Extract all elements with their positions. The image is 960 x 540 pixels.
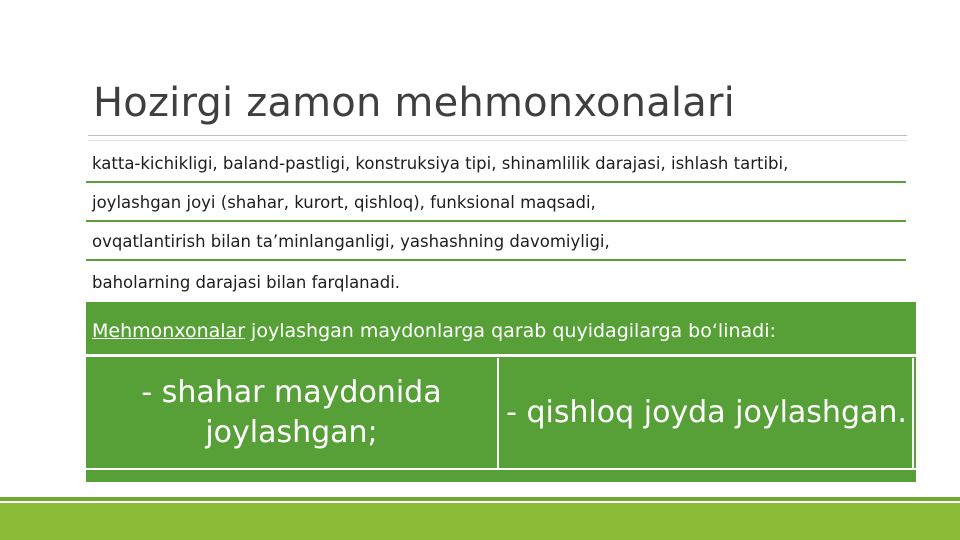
text-line-2 [86, 184, 906, 222]
category-rural-label: - qishloq joyda joylashgan. [506, 395, 907, 430]
text-line-3-content: ovqatlantirish bilan ta’minlanganligi, yashashning davomiyligi, [92, 232, 610, 251]
text-line-4-content: baholarning darajasi bilan farqlanadi. [92, 273, 401, 292]
classification-heading-subject: Mehmonxonalar [92, 320, 246, 342]
slide-title: Hozirgi zamon mehmonxonalari [93, 80, 735, 126]
category-rural [501, 358, 914, 468]
title-underline [88, 135, 907, 136]
footer-accent-line [0, 497, 960, 501]
classification-heading-rest: joylashgan maydonlarga qarab quyidagilarga bo‘linadi: [245, 320, 776, 342]
text-line-2-content: joylashgan joyi (shahar, kurort, qishloq), funksional maqsadi, [92, 193, 596, 212]
classification-heading [92, 320, 776, 342]
heading-divider [86, 354, 916, 357]
category-urban [86, 358, 499, 468]
footer-accent-band [0, 503, 960, 540]
text-line-1 [86, 145, 906, 183]
text-line-4 [86, 262, 906, 300]
text-line-3 [86, 223, 906, 261]
title-underline-light [88, 140, 907, 141]
text-line-1-content: katta-kichikligi, baland-pastligi, konstruksiya tipi, shinamlilik darajasi, ishlash tartibi, [92, 154, 789, 173]
category-urban-label: - shahar maydonida joylashgan; [141, 375, 442, 450]
cells-bottom-divider [86, 468, 916, 470]
classification-box [86, 302, 916, 482]
